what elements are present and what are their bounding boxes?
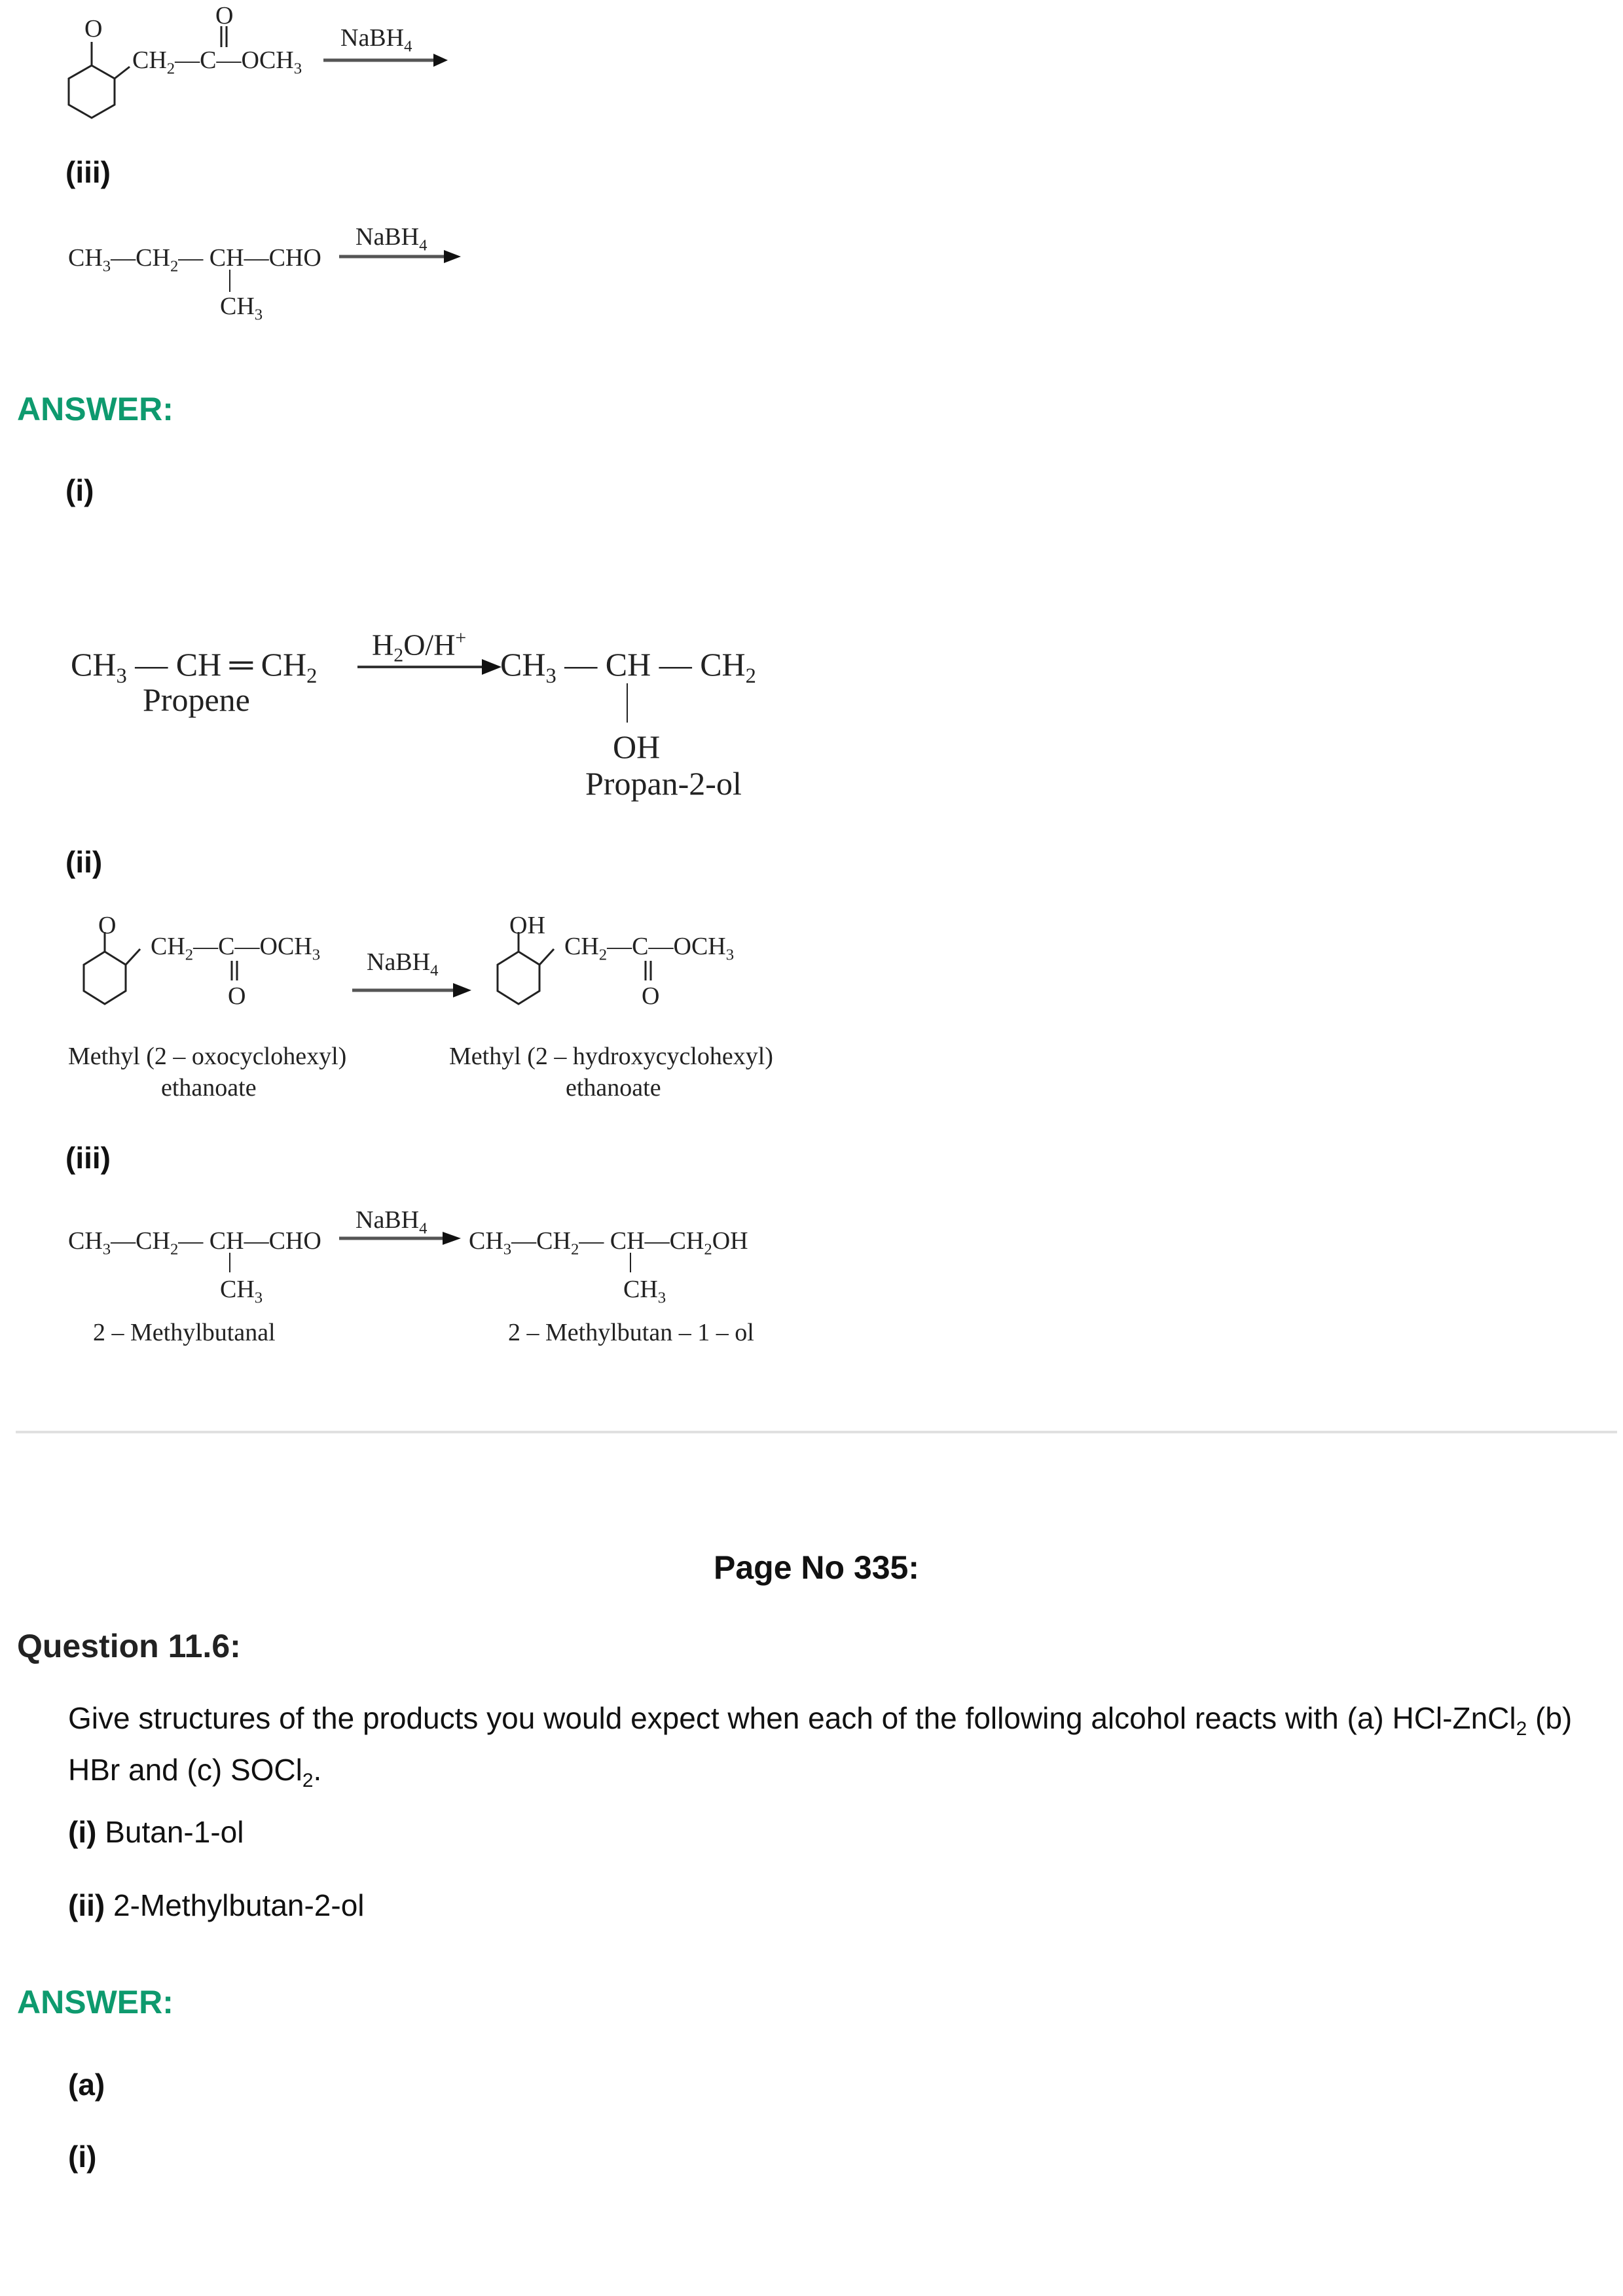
question-item-ii: (ii) 2-Methylbutan-2-ol	[68, 1888, 365, 1922]
product-chain: $CH_3—CH_2—$ $CH—CH_2OH$	[469, 1227, 748, 1259]
reaction-arrow	[339, 249, 470, 264]
reactant-chain: $CH_3—CH_2—$ CH—CHO	[68, 1227, 321, 1259]
answer-sub-i-label: (i)	[68, 2140, 97, 2174]
product-chain: $CH_2—C—OCH_3$	[564, 933, 735, 964]
branch-methyl: $CH_3$	[220, 293, 263, 324]
ester-double-bond	[217, 26, 230, 48]
ketone-oxygen: O	[84, 15, 103, 43]
product-name-line2: ethanoate	[566, 1074, 661, 1102]
question-text: Give structures of the products you would expect when each of the following alcohol reacts with (a) HCl-ZnCl$_2$ (b) HBr and (c) SOCl$_2$.	[68, 1701, 1573, 1792]
propan-2-ol-name: Propan-2-ol	[585, 765, 742, 802]
carbonyl-oxygen: O	[228, 982, 246, 1010]
reactant-name-line1: Methyl (2 – oxocyclohexyl)	[68, 1043, 347, 1070]
reaction-arrow	[352, 982, 483, 999]
branch-bond	[629, 1253, 632, 1275]
reagent-label: NaBH$_4$	[367, 948, 439, 980]
propene-name: Propene	[143, 681, 250, 718]
question-heading: Question 11.6:	[17, 1628, 241, 1664]
oh-bond	[625, 683, 629, 725]
reactant-name-line2: ethanoate	[161, 1074, 257, 1102]
product-branch-methyl: $CH_3$	[623, 1276, 666, 1307]
answer-heading: ANSWER:	[17, 1984, 173, 2020]
reaction-arrow	[339, 1230, 470, 1246]
carbonyl-oxygen: O	[642, 982, 660, 1010]
ester-oxygen: O	[215, 2, 234, 29]
ketone-oxygen: O	[98, 912, 117, 939]
reagent-label: NaBH$_4$	[340, 24, 412, 56]
propene-formula: $CH_3$ — CH ═ $CH_2$	[71, 646, 318, 688]
answer-part-iii-label: (iii)	[65, 1141, 111, 1175]
section-divider	[16, 1431, 1617, 1433]
branch-bond	[228, 1253, 232, 1275]
reagent-label: NaBH$_4$	[356, 1206, 428, 1238]
ester-double-bond	[228, 961, 241, 983]
hydroxyl-group: OH	[509, 912, 545, 939]
answer-part-ii-label: (ii)	[65, 845, 103, 879]
reactant-chain: $CH_2—C—OCH_3$	[132, 46, 302, 78]
ester-double-bond	[642, 961, 655, 983]
reactant-chain: $CH_3—CH_2—$ CH—CHO	[68, 244, 321, 276]
reactant-name: 2 – Methylbutanal	[93, 1319, 276, 1346]
reaction-arrow	[357, 657, 508, 677]
page-number-marker: Page No 335:	[714, 1549, 920, 1586]
reactant-branch-methyl: $CH_3$	[220, 1276, 263, 1307]
hydroxyl-group: OH	[613, 728, 661, 765]
branch-bond	[228, 270, 232, 293]
product-name: 2 – Methylbutan – 1 – ol	[508, 1319, 754, 1346]
reagent-label: NaBH$_4$	[356, 223, 428, 255]
answer-heading: ANSWER:	[17, 391, 173, 427]
answer-sub-a-label: (a)	[68, 2068, 105, 2102]
propan-2-ol-formula: $CH_3$ — CH — $CH_2$	[500, 646, 756, 688]
question-iii-label: (iii)	[65, 155, 111, 189]
product-name-line1: Methyl (2 – hydroxycyclohexyl)	[449, 1043, 773, 1070]
question-item-i: (i) Butan-1-ol	[68, 1815, 244, 1849]
answer-part-i-label: (i)	[65, 473, 94, 507]
reagent-label: $H_2O/H^+$	[372, 627, 467, 666]
reaction-arrow	[323, 52, 454, 68]
reactant-chain: $CH_2—C—OCH_3$	[151, 933, 321, 964]
